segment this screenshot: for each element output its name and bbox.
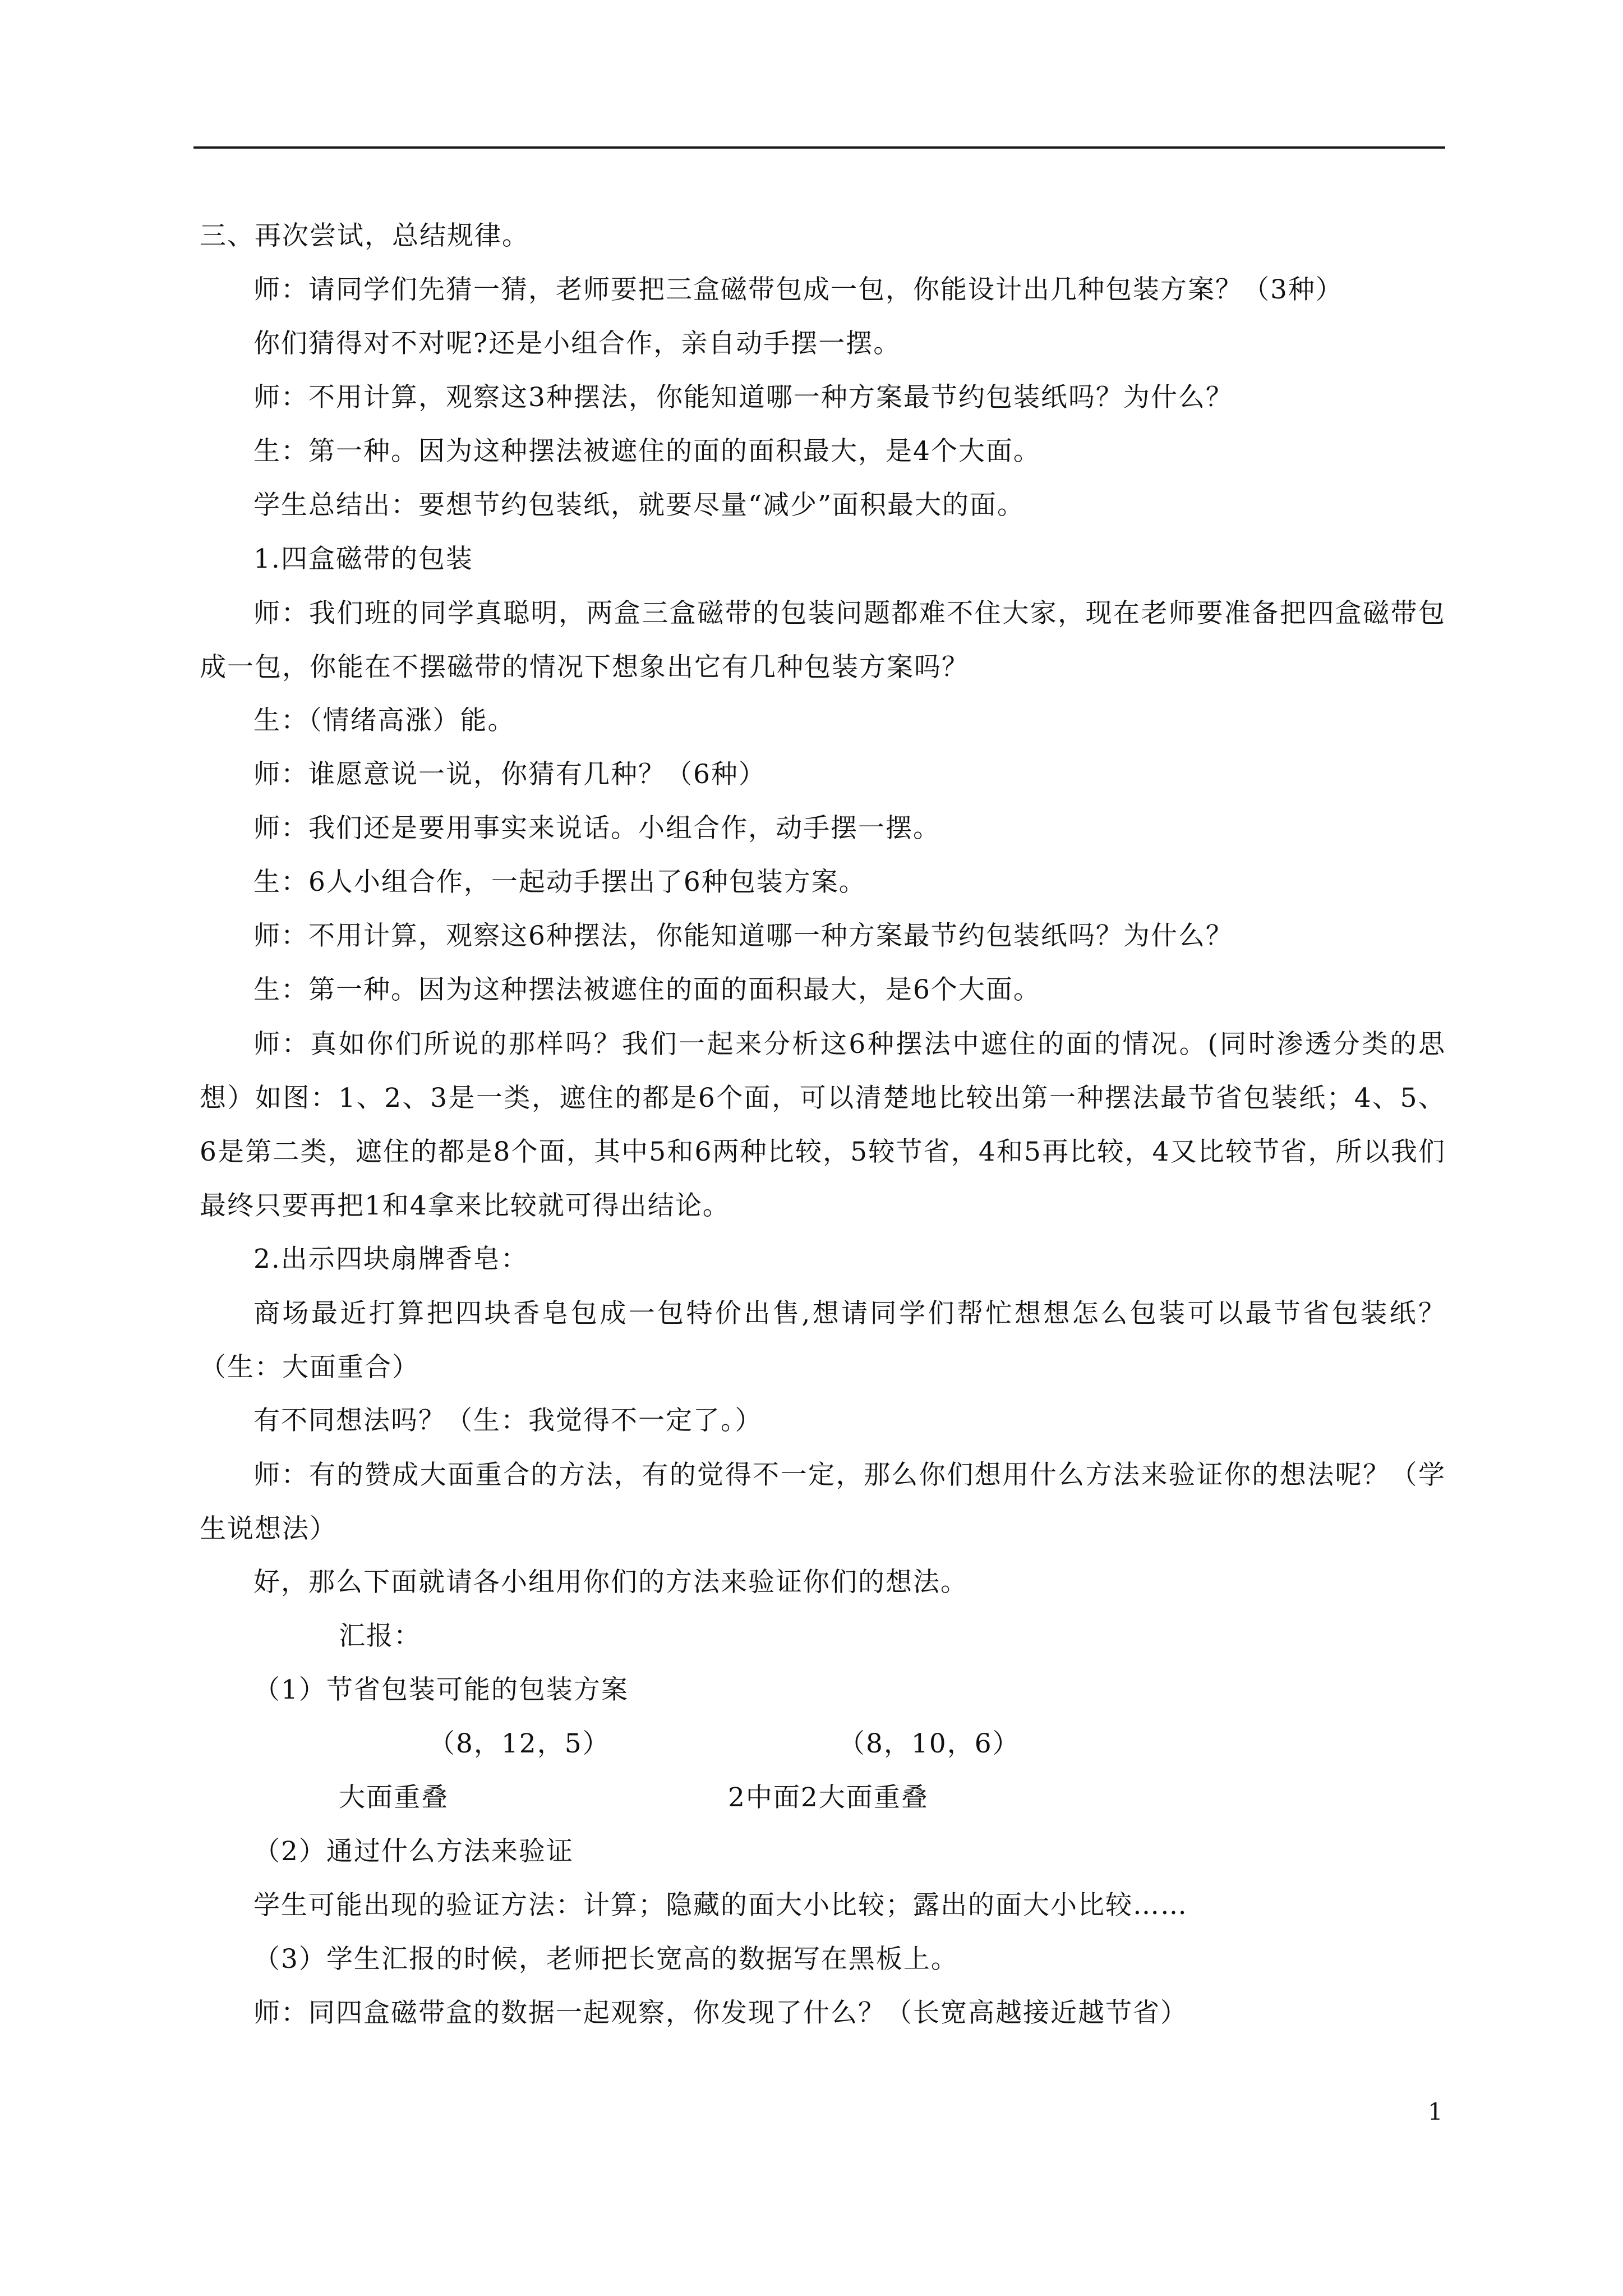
list-item: （1）节省包装可能的包装方案: [253, 1674, 629, 1705]
option-a-label: 大面重叠: [339, 1782, 449, 1813]
paragraph: 商场最近打算把四块香皂包成一包特价出售,想请同学们帮忙想想怎么包装可以最节省包装纸？（生：大面重合）: [200, 1298, 1446, 1383]
subheading: 2.出示四块扇牌香皂：: [253, 1244, 528, 1274]
paragraph: 汇报：: [339, 1621, 421, 1651]
section-title: 三、再次尝试，总结规律。: [200, 220, 529, 251]
paragraph: 生：6人小组合作，一起动手摆出了6种包装方案。: [253, 867, 866, 898]
paragraph: 师：同四盒磁带盒的数据一起观察，你发现了什么？（长宽高越接近越节省）: [253, 1998, 1188, 2028]
paragraph: 师：不用计算，观察这6种摆法，你能知道哪一种方案最节约包装纸吗？为什么？: [253, 921, 1233, 951]
paragraph: 生：第一种。因为这种摆法被遮住的面的面积最大，是6个大面。: [253, 974, 1041, 1005]
paragraph: 师：请同学们先猜一猜，老师要把三盒磁带包成一包，你能设计出几种包装方案？（3种）: [253, 274, 1343, 305]
subheading: 1.四盒磁带的包装: [253, 544, 473, 574]
header-rule: [193, 146, 1445, 149]
paragraph: 生：（情绪高涨）能。: [253, 705, 515, 736]
option-b-label: 2中面2大面重叠: [728, 1782, 929, 1813]
paragraph: 好，那么下面就请各小组用你们的方法来验证你们的想法。: [253, 1567, 968, 1598]
paragraph: 你们猜得对不对呢?还是小组合作，亲自动手摆一摆。: [253, 328, 901, 359]
option-b-dimensions: （8，10，6）: [838, 1728, 1020, 1759]
paragraph: 学生总结出：要想节约包装纸，就要尽量“减少”面积最大的面。: [253, 490, 1025, 521]
option-a-dimensions: （8，12，5）: [428, 1728, 610, 1759]
list-item: （3）学生汇报的时候，老师把长宽高的数据写在黑板上。: [253, 1944, 958, 1975]
paragraph: 师：不用计算，观察这3种摆法，你能知道哪一种方案最节约包装纸吗？为什么？: [253, 382, 1233, 413]
paragraph: 师：有的赞成大面重合的方法，有的觉得不一定，那么你们想用什么方法来验证你的想法呢？（学生说想法）: [200, 1460, 1446, 1544]
paragraph: 学生可能出现的验证方法：计算；隐藏的面大小比较；露出的面大小比较……: [253, 1890, 1188, 1921]
paragraph: 师：我们还是要用事实来说话。小组合作，动手摆一摆。: [253, 813, 940, 844]
paragraph: 师：我们班的同学真聪明，两盒三盒磁带的包装问题都难不住大家，现在老师要准备把四盒磁带包成一包，你能在不摆磁带的情况下想象出它有几种包装方案吗？: [200, 598, 1446, 683]
paragraph: 生：第一种。因为这种摆法被遮住的面的面积最大，是4个大面。: [253, 436, 1041, 467]
paragraph: 师：真如你们所说的那样吗？我们一起来分析这6种摆法中遮住的面的情况。(同时渗透分类的思想）如图：1、2、3是一类，遮住的都是6个面，可以清楚地比较出第一种摆法最节省包装纸；4、5、6是第二类，遮住的都是8个面，其中5和6两种比较，5较节省，4和5再比较，4又比较节省，所以我们最终只要再把1和4拿来比较就可得出结论。: [200, 1029, 1446, 1221]
paragraph: 师：谁愿意说一说，你猜有几种？（6种）: [253, 759, 766, 790]
list-item: （2）通过什么方法来验证: [253, 1836, 574, 1867]
paragraph: 有不同想法吗？（生：我觉得不一定了。）: [253, 1405, 763, 1436]
page-number: 1: [1428, 2098, 1443, 2125]
